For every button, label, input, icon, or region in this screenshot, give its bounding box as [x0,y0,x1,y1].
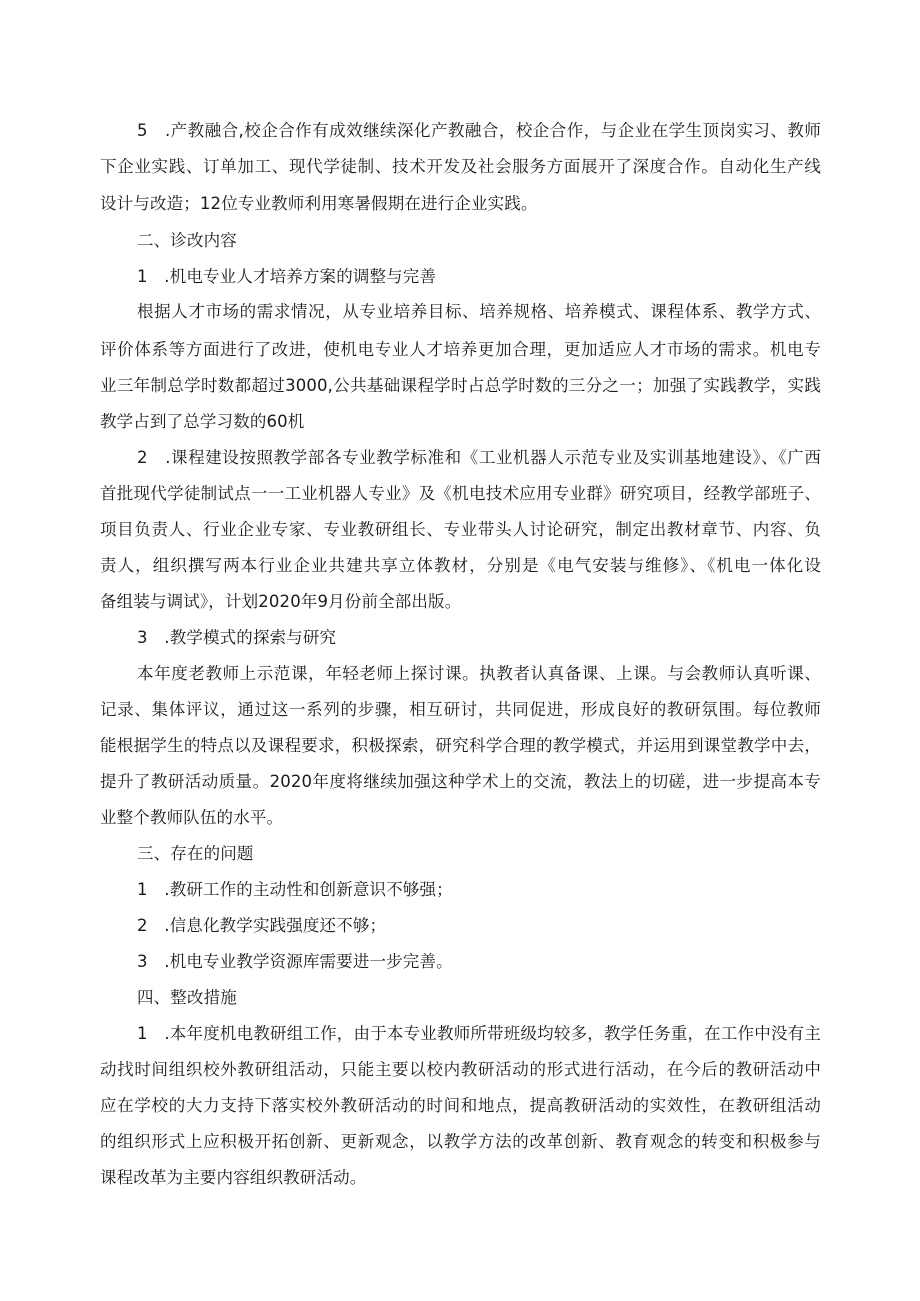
paragraph-body-line-2: 评价体系等方面进行了改进，使机电专业人才培养更加合理，更加适应人才市场的需求。机电专 [100,340,821,359]
paragraph-body-line-1: 根据人才市场的需求情况，从专业培养目标、培养规格、培养模式、课程体系、教学方式、 [137,302,821,321]
item-3-body-line-4: 提升了教研活动质量。2020年度将继续加强这种学术上的交流，教法上的切磋，进一步提高本专 [100,772,821,791]
measure-1-line-4: 的组织形式上应积极开拓创新、更新观念，以教学方法的改革创新、教育观念的转变和积极参与 [100,1132,821,1151]
paragraph-5-line-2: 下企业实践、订单加工、现代学徒制、技术开发及社会服务方面展开了深度合作。自动化生产线 [100,157,821,176]
problem-item-2: 2 .信息化教学实践强度还不够； [137,916,387,935]
section-heading-4: 四、整改措施 [137,988,237,1007]
measure-1-line-5: 课程改革为主要内容组织教研活动。 [100,1168,367,1187]
section-heading-3: 三、存在的问题 [137,844,254,863]
item-3-body-line-2: 记录、集体评议，通过这一系列的步骤，相互研讨，共同促进，形成良好的教研氛围。每位教师 [100,700,821,719]
problem-item-3: 3 .机电专业教学资源库需要进一步完善。 [137,952,453,971]
problem-item-1: 1 .教研工作的主动性和创新意识不够强； [137,880,453,899]
item-2-line-1: 2 .课程建设按照教学部各专业教学标准和《工业机器人示范专业及实训基地建设》、《广西 [137,448,821,467]
item-2-line-5: 备组装与调试》，计划2020年9月份前全部出版。 [100,592,462,611]
section-heading-2: 二、诊改内容 [137,231,237,250]
measure-1-line-1: 1 .本年度机电教研组工作，由于本专业教师所带班级均较多，教学任务重，在工作中没有主 [137,1024,821,1043]
measure-1-line-2: 动找时间组织校外教研组活动，只能主要以校内教研活动的形式进行活动，在今后的教研活动中 [100,1060,821,1079]
item-2-line-3: 项目负责人、行业企业专家、专业教研组长、专业带头人讨论研究，制定出教材章节、内容、负 [100,520,821,539]
item-3-body-line-3: 能根据学生的特点以及课程要求，积极探索，研究科学合理的教学模式，并运用到课堂教学中去， [100,736,821,755]
item-2-line-2: 首批现代学徒制试点一一工业机器人专业》及《机电技术应用专业群》研究项目，经教学部班子、 [100,484,821,503]
item-3-body-line-5: 业整个教师队伍的水平。 [100,808,284,827]
item-2-line-4: 责人，组织撰写两本行业企业共建共享立体教材，分别是《电气安装与维修》、《机电一体化设 [100,556,821,575]
item-1-heading: 1 .机电专业人才培养方案的调整与完善 [137,267,437,286]
paragraph-5-line-1: 5 .产教融合,校企合作有成效继续深化产教融合，校企合作，与企业在学生顶岗实习、教师 [137,121,821,140]
paragraph-body-line-3: 业三年制总学时数都超过3000,公共基础课程学时占总学时数的三分之一；加强了实践教学，实践 [100,376,821,395]
item-3-heading: 3 .教学模式的探索与研究 [137,628,337,647]
item-3-body-line-1: 本年度老教师上示范课，年轻老师上探讨课。执教者认真备课、上课。与会教师认真听课、 [137,664,821,683]
paragraph-5-line-3: 设计与改造；12位专业教师利用寒暑假期在进行企业实践。 [100,194,538,213]
paragraph-body-line-4: 教学占到了总学习数的60机 [100,412,305,431]
measure-1-line-3: 应在学校的大力支持下落实校外教研活动的时间和地点，提高教研活动的实效性，在教研组活动 [100,1096,821,1115]
